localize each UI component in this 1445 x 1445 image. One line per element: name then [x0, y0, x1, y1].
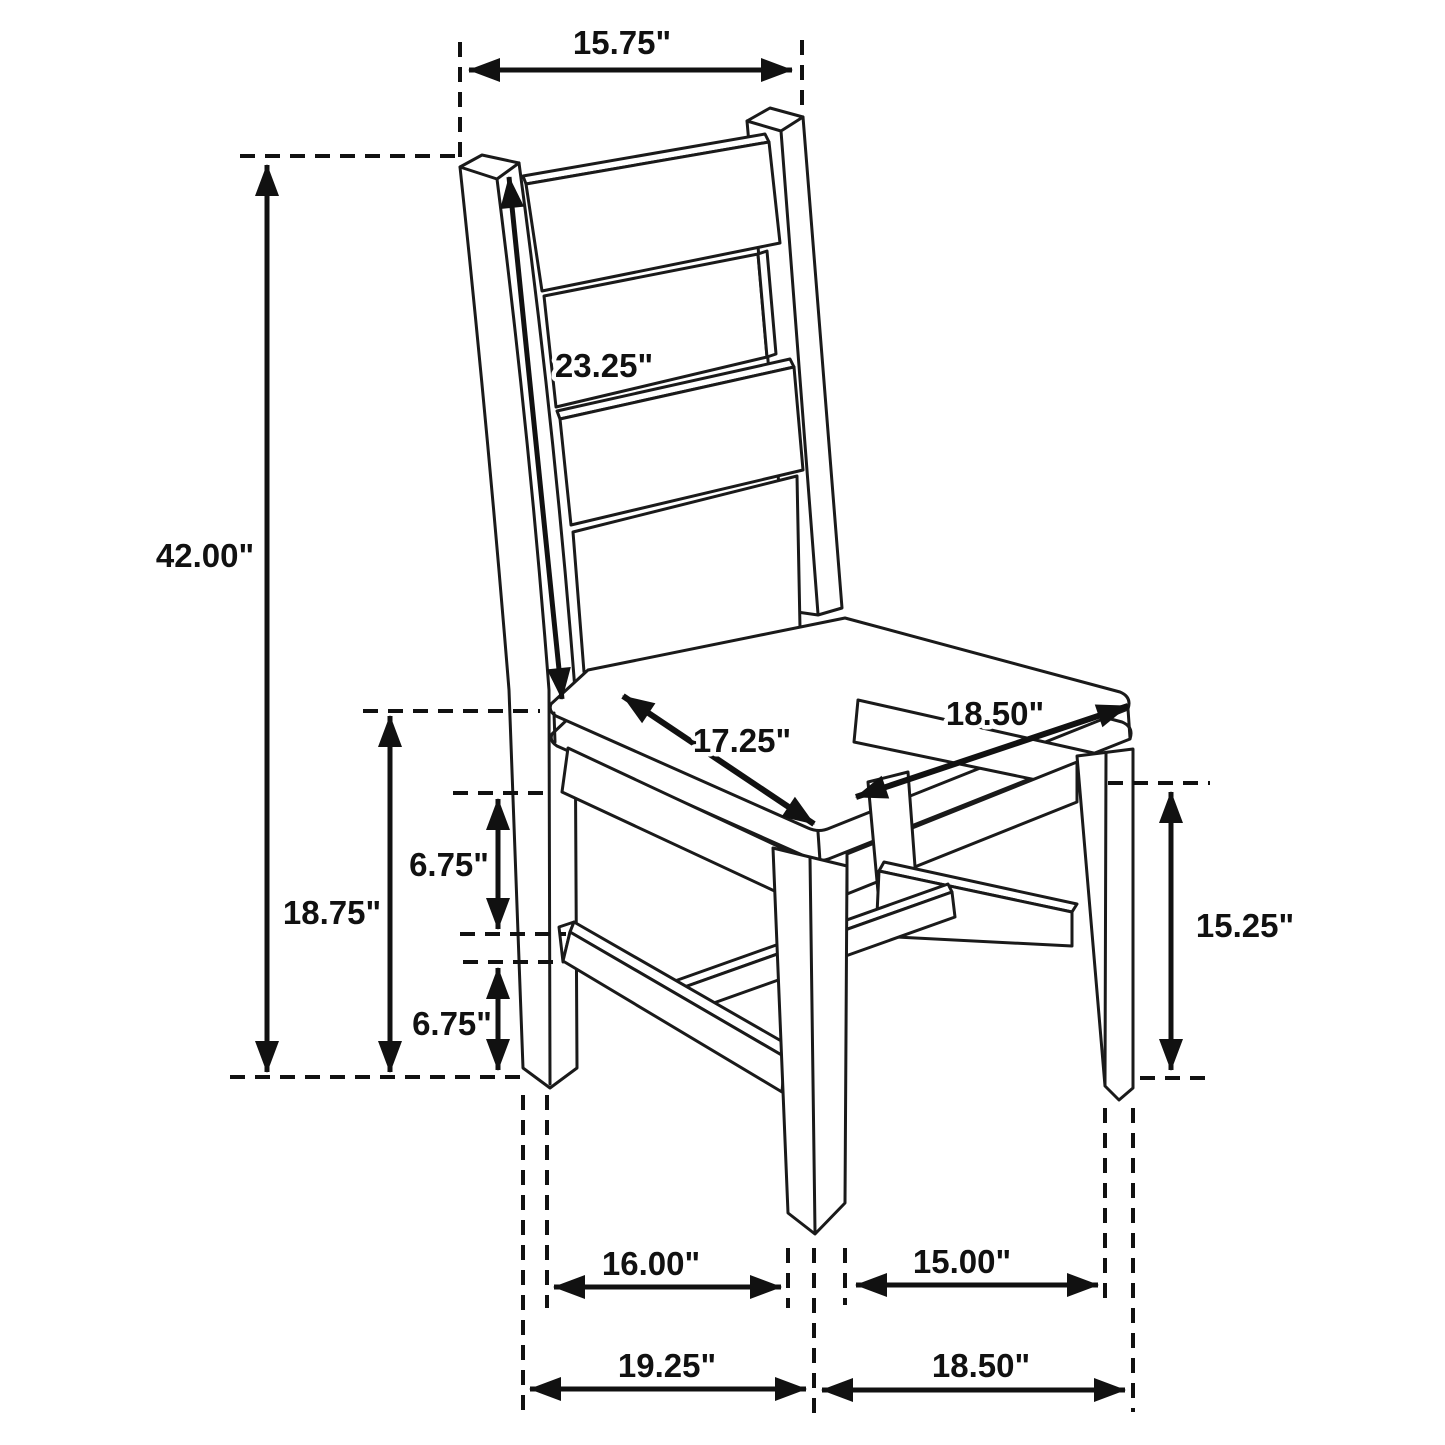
dim-label-back-width-top: 15.75" — [572, 24, 672, 61]
dim-base-width — [822, 1347, 1125, 1390]
dim-side-leg-spacing — [554, 1245, 781, 1287]
dim-label-base-depth: 19.25" — [617, 1347, 717, 1384]
dim-label-seat-depth: 17.25" — [692, 722, 792, 759]
dim-front-leg-spacing — [856, 1243, 1098, 1285]
dim-label-seat-width: 18.50" — [945, 695, 1045, 732]
dim-front-leg-height — [1108, 783, 1294, 1078]
dim-base-depth — [530, 1347, 806, 1389]
dim-label-base-width: 18.50" — [931, 1347, 1031, 1384]
dim-label-front-leg-height: 15.25" — [1195, 907, 1295, 944]
dim-overall-height — [156, 156, 520, 1077]
dim-label-seat-height: 18.75" — [282, 894, 382, 931]
dim-label-apron-to-stretcher: 6.75" — [409, 846, 489, 883]
dim-label-front-leg-spacing: 15.00" — [912, 1243, 1012, 1280]
dim-label-backrest-height: 23.25" — [554, 347, 654, 384]
dim-label-side-leg-spacing: 16.00" — [601, 1245, 701, 1282]
dim-label-stretcher-to-floor: 6.75" — [412, 1005, 492, 1042]
dim-label-overall-height: 42.00" — [155, 537, 255, 574]
